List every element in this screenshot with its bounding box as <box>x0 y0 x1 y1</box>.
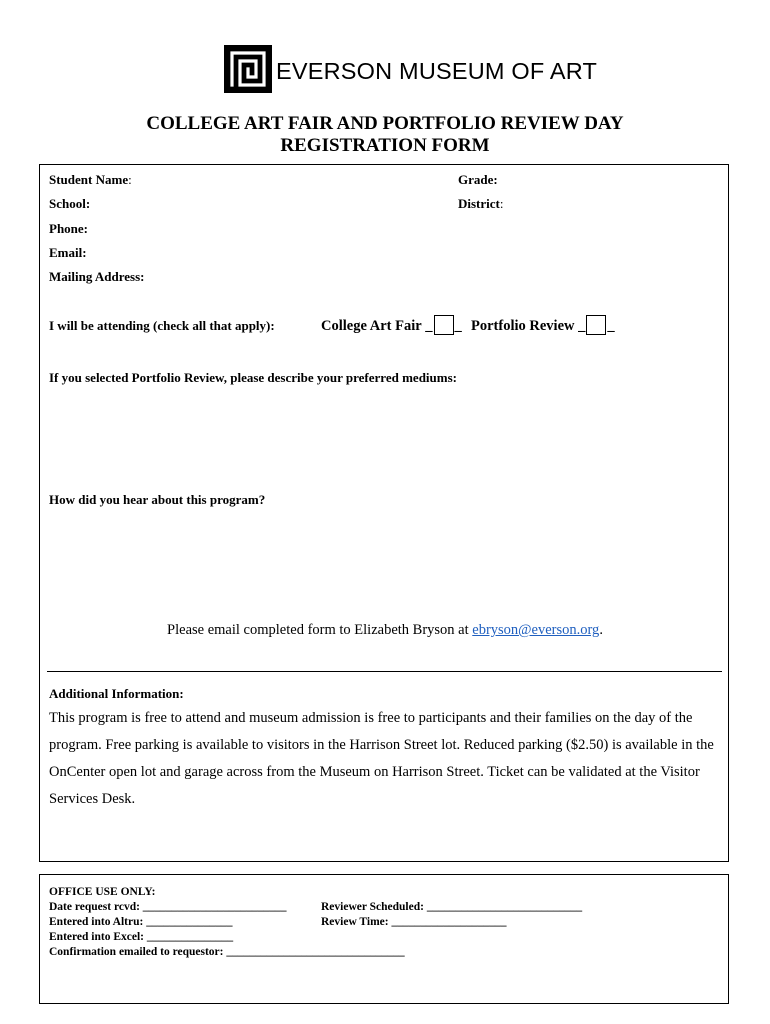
email-instruction-text: Please email completed form to Elizabeth Bryson at <box>167 622 473 638</box>
district-field[interactable] <box>458 196 504 212</box>
form-title <box>0 113 770 157</box>
office-use-title: OFFICE USE ONLY: <box>49 886 156 898</box>
square-spiral-logo-icon <box>224 45 272 93</box>
museum-name: EVERSON MUSEUM OF ART <box>276 57 598 84</box>
phone-field[interactable] <box>49 221 88 237</box>
grade-field[interactable] <box>458 172 498 188</box>
attending-prompt: I will be attending (check all that apply): <box>49 318 275 333</box>
email-label: Email: <box>49 245 87 260</box>
email-instruction <box>0 622 770 639</box>
blank-left: _ <box>578 318 586 334</box>
blank-left: _ <box>425 318 433 334</box>
mediums-question: If you selected Portfolio Review, please describe your preferred mediums: <box>49 370 457 385</box>
grade-label: Grade: <box>458 172 498 187</box>
entered-altru-field[interactable]: Entered into Altru: _______________ <box>49 916 233 928</box>
district-label: District <box>458 196 500 211</box>
portfolio-review-label: Portfolio Review <box>471 318 575 334</box>
date-request-field[interactable]: Date request rcvd: _________________________ <box>49 901 287 913</box>
student-name-label: Student Name <box>49 172 129 187</box>
additional-info-title: Additional Information: <box>49 686 184 701</box>
college-art-fair-label: College Art Fair <box>321 318 422 334</box>
form-title-line1: COLLEGE ART FAIR AND PORTFOLIO REVIEW DAY <box>146 113 624 134</box>
school-label: School: <box>49 196 91 211</box>
blank-right: _ <box>454 318 462 334</box>
form-title-line2: REGISTRATION FORM <box>280 135 490 156</box>
school-field[interactable] <box>49 196 90 212</box>
mailing-address-label: Mailing Address: <box>49 269 145 284</box>
portfolio-review-option[interactable] <box>471 315 615 335</box>
email-field[interactable] <box>49 245 87 261</box>
mailing-address-field[interactable] <box>49 269 144 285</box>
district-colon: : <box>499 196 504 211</box>
entered-excel-field[interactable]: Entered into Excel: _______________ <box>49 931 234 943</box>
email-link[interactable]: ebryson@everson.org <box>472 622 600 638</box>
portfolio-review-checkbox[interactable] <box>586 315 606 335</box>
section-divider <box>47 671 722 672</box>
phone-label: Phone: <box>49 221 88 236</box>
hear-about-question: How did you hear about this program? <box>49 492 266 507</box>
additional-info-body: This program is free to attend and museum admission is free to participants and their families on the day of the program. Free parking is available to visitors in the Harrison Street lot. Reduced parking ($2.50) is available in the OnCenter open lot and garage across from the Museum on Harrison Street. Ticket can be validated at the Visitor Services Desk. <box>49 710 714 807</box>
student-name-field[interactable] <box>49 172 132 188</box>
review-time-field[interactable]: Review Time: ____________________ <box>321 916 507 928</box>
blank-right: _ <box>607 318 615 334</box>
reviewer-scheduled-field[interactable]: Reviewer Scheduled: ___________________________ <box>321 901 583 913</box>
college-art-fair-checkbox[interactable] <box>434 315 454 335</box>
college-art-fair-option[interactable] <box>321 315 462 335</box>
student-name-colon: : <box>128 172 132 187</box>
museum-logo <box>224 44 597 94</box>
email-instruction-period: . <box>599 622 603 638</box>
confirmation-field[interactable]: Confirmation emailed to requestor: _______________________________ <box>49 946 405 958</box>
